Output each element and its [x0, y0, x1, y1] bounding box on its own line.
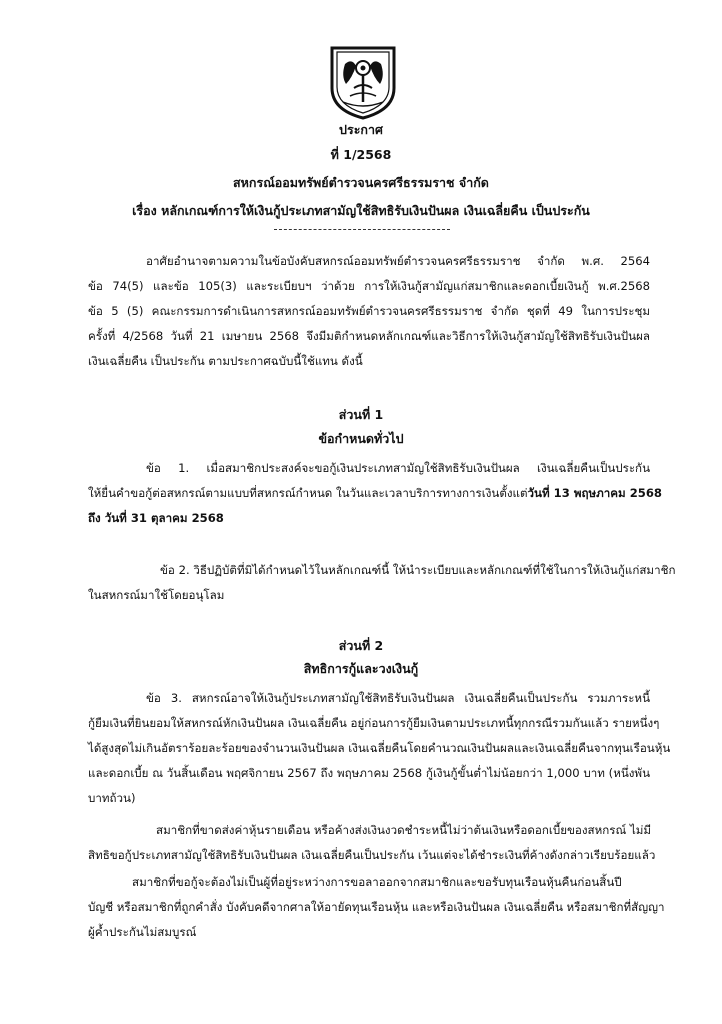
clause1-line: [88, 485, 662, 501]
paragraph3-line: ผู้ค้ำประกันไม่สมบูรณ์: [88, 925, 197, 939]
clause3-line: ได้สูงสุดไม่เกินอัตราร้อยละร้อยของจำนวนเงินปันผล เงินเฉลี่ยคืนโดยคำนวณเงินปันผลและเงินเฉลี่ยคืนจากทุนเรือนหุ้น: [88, 741, 671, 755]
paragraph2-line: สิทธิขอกู้ประเภทสามัญใช้สิทธิรับเงินปันผล เงินเฉลี่ยคืนเป็นประกัน เว้นแต่จะได้ชำระเงินที่ค้างดังกล่าวเรียบร้อยแล้ว: [88, 848, 656, 862]
announcement-heading: ประกาศ: [339, 122, 383, 137]
preamble-line: ข้อ 74(5) และข้อ 105(3) และระเบียบฯ ว่าด้วย การให้เงินกู้สามัญแก่สมาชิกและดอกเบี้ยเงินกู้ พ.ศ.2568: [88, 279, 650, 293]
preamble-line: อาศัยอำนาจตามความในข้อบังคับสหกรณ์ออมทรัพย์ตำรวจนครศรีธรรมราช จำกัด พ.ศ. 2564: [146, 254, 650, 268]
section1-title: ข้อกำหนดทั่วไป: [318, 431, 404, 446]
clause3-line: กู้ยืมเงินที่ยินยอมให้สหกรณ์หักเงินปันผล เงินเฉลี่ยคืน อยู่ก่อนการกู้ยืมเงินตามประเภทนี้ทุกกรณีรวมกันแล้ว รายหนึ่งๆ: [88, 716, 660, 730]
clause1-text: ให้ยื่นคำขอกู้ต่อสหกรณ์ตามแบบที่สหกรณ์กำหนด ในวันและเวลาบริการทางการเงินตั้งแต่: [88, 486, 528, 500]
clause2-line: ในสหกรณ์มาใช้โดยอนุโลม: [88, 588, 225, 602]
clause1-end-date: ถึง วันที่ 31 ตุลาคม 2568: [88, 511, 224, 525]
clause1-line: ข้อ 1. เมื่อสมาชิกประสงค์จะขอกู้เงินประเภทสามัญใช้สิทธิรับเงินปันผล เงินเฉลี่ยคืนเป็นประกัน: [146, 461, 650, 475]
clause1-start-date: วันที่ 13 พฤษภาคม 2568: [527, 486, 662, 500]
clause3-line: บาทถ้วน): [88, 791, 136, 805]
section1-number: ส่วนที่ 1: [338, 407, 384, 422]
preamble-line: ข้อ 5 (5) คณะกรรมการดำเนินการสหกรณ์ออมทรัพย์ตำรวจนครศรีธรรมราช จำกัด ชุดที่ 49 ในการประชุม: [88, 304, 650, 318]
section2-title: สิทธิการกู้และวงเงินกู้: [303, 661, 419, 676]
announcement-subject: เรื่อง หลักเกณฑ์การให้เงินกู้ประเภทสามัญใช้สิทธิรับเงินปันผล เงินเฉลี่ยคืน เป็นประกัน: [132, 203, 590, 218]
preamble-line: ครั้งที่ 4/2568 วันที่ 21 เมษายน 2568 จึงมีมติกำหนดหลักเกณฑ์และวิธีการให้เงินกู้สามัญใช้สิทธิรับเงินปันผล: [88, 329, 650, 343]
clause3-line: และดอกเบี้ย ณ วันสิ้นเดือน พฤศจิกายน 2567 ถึง พฤษภาคม 2568 กู้เงินกู้ขั้นต่ำไม่น้อยกว่า 1,000 บาท (หนึ่งพัน: [88, 766, 650, 780]
section2-number: ส่วนที่ 2: [338, 638, 384, 653]
organization-name: สหกรณ์ออมทรัพย์ตำรวจนครศรีธรรมราช จำกัด: [233, 175, 489, 190]
announcement-number: ที่ 1/2568: [330, 147, 392, 162]
clause3-line: ข้อ 3. สหกรณ์อาจให้เงินกู้ประเภทสามัญใช้สิทธิรับเงินปันผล เงินเฉลี่ยคืนเป็นประกัน รวมภาระหนี้: [146, 691, 650, 705]
paragraph2-line: สมาชิกที่ขาดส่งค่าหุ้นรายเดือน หรือค้างส่งเงินงวดชำระหนี้ไม่ว่าต้นเงินหรือดอกเบี้ยของสหกรณ์ ไม่มี: [156, 823, 652, 837]
paragraph3-line: บัญชี หรือสมาชิกที่ถูกคำสั่ง บังคับคดีจากศาลให้อายัดทุนเรือนหุ้น และหรือเงินปันผล เงินเฉลี่ยคืน หรือสมาชิกที่สัญญา: [88, 900, 665, 914]
header-divider: [274, 229, 450, 230]
clause2-line: ข้อ 2. วิธีปฏิบัติที่มิได้กำหนดไว้ในหลักเกณฑ์นี้ ให้นำระเบียบและหลักเกณฑ์ที่ใช้ในการให้เงินกู้แก่สมาชิก: [160, 563, 676, 577]
cooperative-emblem-logo: [326, 44, 400, 120]
paragraph3-line: สมาชิกที่ขอกู้จะต้องไม่เป็นผู้ที่อยู่ระหว่างการขอลาออกจากสมาชิกและขอรับทุนเรือนหุ้นคืนก่อนสิ้นปี: [132, 875, 622, 889]
preamble-line: เงินเฉลี่ยคืน เป็นประกัน ตามประกาศฉบับนี้ใช้แทน ดังนี้: [88, 354, 363, 368]
